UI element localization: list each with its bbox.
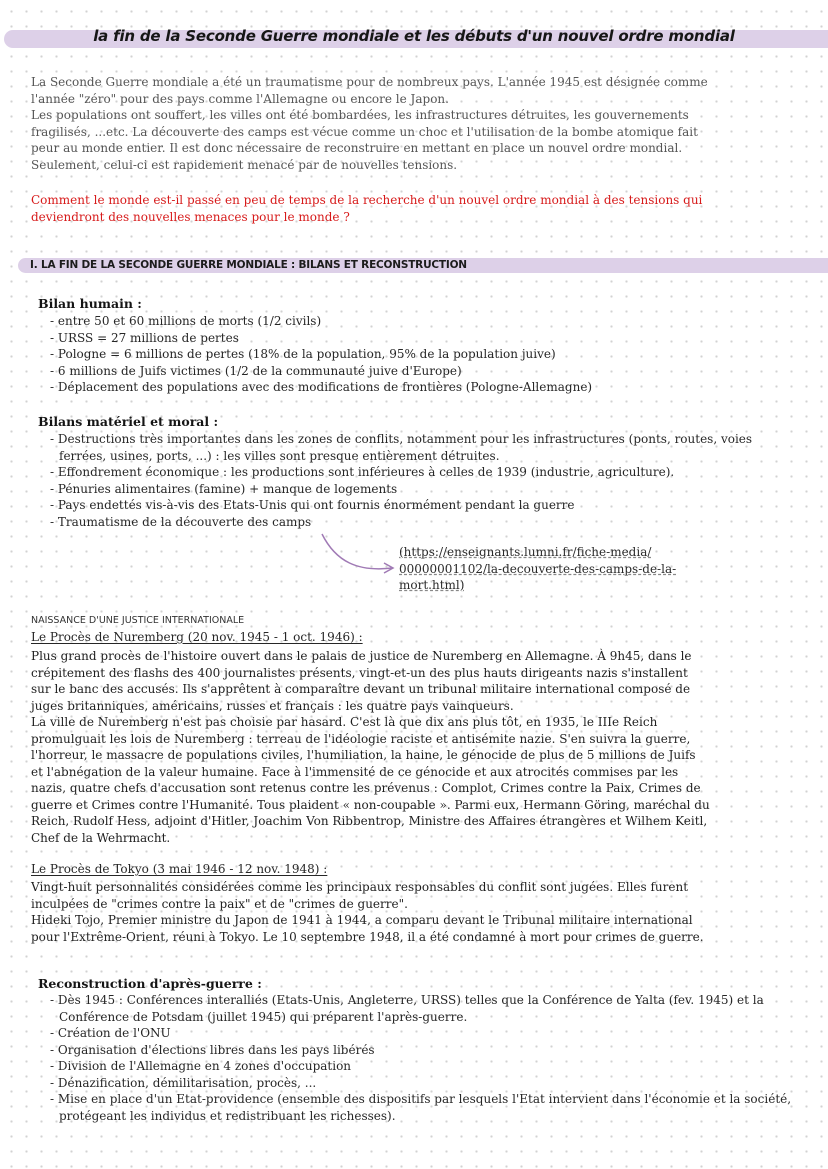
paragraph-line: sur le banc des accusés. Ils s'apprêtent à comparaître devant un tribunal militaire international composé de bbox=[31, 682, 691, 696]
paragraph-line: promulguait les lois de Nuremberg : terreau de l'idéologie raciste et antisémite nazie. S'en suivra la guerre, bbox=[31, 731, 691, 746]
paragraph-line: juges britanniques, américains, russes et français : les quatre pays vainqueurs. bbox=[31, 698, 514, 713]
question-line: Comment le monde est-il passé en peu de temps de la recherche d'un nouvel ordre mondial à des tensions qui bbox=[31, 193, 703, 207]
list-item: - Création de l'ONU bbox=[50, 1025, 795, 1042]
list-item: - Organisation d'élections libres dans les pays libérés bbox=[50, 1042, 795, 1059]
intro-paragraph bbox=[31, 74, 801, 173]
nuremberg-title: Le Procès de Nuremberg (20 nov. 1945 - 1 oct. 1946) : bbox=[31, 630, 363, 644]
paragraph-line: Reich, Rudolf Hess, adjoint d'Hitler, Joachim Von Ribbentrop, Ministre des Affaires étrangères et Wilhem Keitl, bbox=[31, 814, 708, 828]
list-item: - entre 50 et 60 millions de morts (1/2 civils) bbox=[50, 313, 790, 330]
list-item: - 6 millions de Juifs victimes (1/2 de la communauté juive d'Europe) bbox=[50, 363, 790, 380]
link-line[interactable]: (https://enseignants.lumni.fr/fiche-media/ bbox=[399, 545, 652, 559]
paragraph-line: Plus grand procès de l'histoire ouvert dans le palais de justice de Nuremberg en Allemagne. À 9h45, dans le bbox=[31, 649, 692, 663]
section-heading: I. LA FIN DE LA SECONDE GUERRE MONDIALE : BILANS ET RECONSTRUCTION bbox=[30, 259, 467, 271]
list-item: - Dénazification, démilitarisation, procès, ... bbox=[50, 1075, 795, 1092]
paragraph-line: inculpées de "crimes contre la paix" et de "crimes de guerre". bbox=[31, 896, 408, 911]
list-item: - Division de l'Allemagne en 4 zones d'occupation bbox=[50, 1058, 795, 1075]
link-line[interactable]: 00000001102/la-decouverte-des-camps-de-la- bbox=[399, 561, 677, 576]
curved-arrow-icon bbox=[318, 530, 398, 578]
link-line[interactable]: mort.html) bbox=[399, 578, 465, 592]
list-item: - URSS = 27 millions de pertes bbox=[50, 330, 790, 347]
paragraph-line: et l'abnégation de la valeur humaine. Face à l'immensité de ce génocide et aux atrocités commises par les bbox=[31, 764, 679, 779]
list-item: - Pénuries alimentaires (famine) + manque de logements bbox=[50, 481, 770, 498]
paragraph-line: guerre et Crimes contre l'Humanité. Tous plaident « non-coupable ». Parmi eux, Hermann Göring, maréchal du bbox=[31, 797, 710, 812]
list-item: - Pologne = 6 millions de pertes (18% de la population, 95% de la population juive) bbox=[50, 346, 790, 363]
paragraph-line: Chef de la Wehrmacht. bbox=[31, 830, 171, 845]
bilans-materiel-title: Bilans matériel et moral : bbox=[38, 414, 219, 429]
paragraph-line: crépitement des flashs des 400 journalistes présents, vingt-et-un des plus hauts dirigeants nazis s'installent bbox=[31, 665, 688, 680]
intro-line: La Seconde Guerre mondiale a été un traumatisme pour de nombreux pays. L'année 1945 est désignée comme bbox=[31, 75, 708, 89]
intro-line: l'année "zéro" pour des pays comme l'Allemagne ou encore le Japon. bbox=[31, 91, 449, 106]
tokyo-paragraph bbox=[31, 879, 811, 945]
paragraph-line: La ville de Nuremberg n'est pas choisie par hasard. C'est là que dix ans plus tôt, en 1935, le IIIe Reich bbox=[31, 715, 658, 729]
intro-line: peur au monde entier. Il est donc nécessaire de reconstruire en mettant en place un nouvel ordre mondial. bbox=[31, 141, 683, 155]
lumni-resource-link[interactable] bbox=[399, 544, 739, 594]
bilan-humain-title: Bilan humain : bbox=[38, 296, 142, 311]
question-line: deviendront des nouvelles menaces pour le monde ? bbox=[31, 209, 350, 224]
page-title: la fin de la Seconde Guerre mondiale et les débuts d'un nouvel ordre mondial bbox=[93, 27, 735, 45]
intro-line: Seulement, celui-ci est rapidement menacé par de nouvelles tensions. bbox=[31, 157, 458, 172]
problematique-question bbox=[31, 192, 801, 225]
list-item: - Destructions très importantes dans les zones de conflits, notamment pour les infrastructures (ponts, routes, voies ferrées, usines, ports, ...) : les villes sont presque entièrement détruites. bbox=[50, 431, 770, 464]
tokyo-title: Le Procès de Tokyo (3 mai 1946 - 12 nov. 1948) : bbox=[31, 862, 328, 876]
reconstruction-title: Reconstruction d'après-guerre : bbox=[38, 976, 262, 991]
bilans-materiel-list bbox=[50, 431, 770, 530]
paragraph-line: pour l'Extrême-Orient, réuni à Tokyo. Le 10 septembre 1948, il a été condamné à mort pour crimes de guerre. bbox=[31, 929, 704, 944]
intro-line: fragilisés, ...etc. La découverte des camps est vécue comme un choc et l'utilisation de la bombe atomique fait bbox=[31, 124, 698, 139]
paragraph-line: Hideki Tojo, Premier ministre du Japon de 1941 à 1944, a comparu devant le Tribunal militaire international bbox=[31, 913, 693, 927]
list-item: - Dès 1945 : Conférences interalliés (Etats-Unis, Angleterre, URSS) telles que la Conférence de Yalta (fev. 1945) et la Conférence de Potsdam (juillet 1945) qui préparent l'après-guerre. bbox=[50, 992, 795, 1025]
list-item: - Pays endettés vis-à-vis des Etats-Unis qui ont fournis énormément pendant la guerre bbox=[50, 497, 770, 514]
bilan-humain-list bbox=[50, 313, 790, 396]
nuremberg-paragraph bbox=[31, 648, 811, 846]
list-item: - Effondrement économique : les productions sont inférieures à celles de 1939 (industrie, agriculture). bbox=[50, 464, 770, 481]
intro-line: Les populations ont souffert, les villes ont été bombardées, les infrastructures détruites, les gouvernements bbox=[31, 108, 689, 122]
paragraph-line: l'horreur, le massacre de populations civiles, l'humiliation, la haine, le génocide de plus de 5 millions de Juifs bbox=[31, 748, 696, 762]
paragraph-line: Vingt-huit personnalités considérées comme les principaux responsables du conflit sont jugées. Elles furent bbox=[31, 880, 689, 894]
list-item: - Mise en place d'un Etat-providence (ensemble des dispositifs par lesquels l'Etat intervient dans l'économie et la société, protégeant les individus et redistribuant les richesses). bbox=[50, 1091, 795, 1124]
list-item: - Déplacement des populations avec des modifications de frontières (Pologne-Allemagne) bbox=[50, 379, 790, 396]
justice-label: NAISSANCE D'UNE JUSTICE INTERNATIONALE bbox=[31, 615, 245, 626]
list-item: - Traumatisme de la découverte des camps bbox=[50, 514, 770, 531]
reconstruction-list bbox=[50, 992, 795, 1124]
paragraph-line: nazis, quatre chefs d'accusation sont retenus contre les prévenus : Complot, Crimes contre la Paix, Crimes de bbox=[31, 781, 701, 795]
